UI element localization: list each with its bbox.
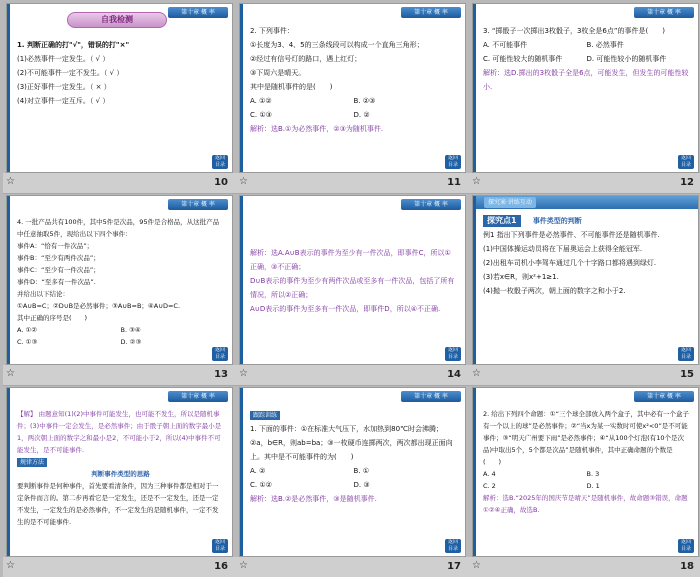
star-icon: ☆ [472,176,481,187]
option: A. ①② [250,97,272,105]
slide-thumb-12[interactable] [469,2,700,194]
star-icon: ☆ [472,560,481,571]
options [483,468,690,492]
thumb-footer [3,173,236,194]
slide-number: 17 [447,561,461,572]
option: B. ③④ [120,326,141,334]
star-icon: ☆ [6,368,15,379]
slide-number: 16 [214,561,228,572]
option: C. ①③ [17,338,38,346]
slide-canvas [472,195,699,365]
slide-canvas [6,387,233,557]
slide-canvas [472,3,699,173]
slide-content [250,24,457,136]
answer-text: D∪B表示的事件为至少有两件次品或至多有一件次品，包括了所有情况，所以②正确； [250,277,455,299]
text-line: 事件D：“至多有一件次品”. [17,278,96,286]
slide-accent-bar [7,4,10,172]
method-title: 判断事件类型的思路 [91,470,150,478]
slide-content [483,408,690,516]
answer-text: 解析：选B.②是必然事件，③是随机事件. [250,495,377,503]
back-to-toc-button[interactable]: 返回 目录 [678,539,694,553]
slide-thumb-15[interactable] [469,194,700,386]
back-to-toc-button[interactable]: 返回 目录 [212,347,228,361]
answer-text: 解析：选A.A∪B表示的事件为至少有一件次品，即事件C，所以①正确，③不正确； [250,249,451,271]
text-line: (2)不可能事件一定不发生。（ √ ） [17,69,124,77]
slide-accent-bar [240,4,243,172]
text-line: 事件B：“至少有两件次品”； [17,254,100,262]
slide-number: 10 [214,177,228,188]
solution-text: 【解】 由题意知(1)(2)中事件可能发生，也可能不发生，所以是随机事件；(3)中事件一定会发生，是必然事件；由于骰子朝上面的数字最小是1，两次朝上面的数字之和最小是2，不可能小于2，所以(4)中事件不可能发生，是不可能事件. [17,410,222,454]
chapter-header: 第十章 概 率 [168,199,228,210]
option: D. 1 [586,482,600,490]
thumb-footer [236,557,469,577]
slide-canvas [6,195,233,365]
option: C. ①② [250,481,272,489]
thumb-footer [469,365,700,386]
star-icon: ☆ [472,368,481,379]
text-line: 事件A：“恰有一件次品”； [17,242,94,250]
options [17,324,224,348]
text-line: 2. 下列事件： [250,27,294,35]
text-line: (3)若x∈R，则x²+1≥1. [483,273,559,281]
answer-text: A∪D表示的事件为至多有一件次品，即事件D，所以④不正确. [250,305,441,313]
slide-accent-bar [7,196,10,364]
option: D. ② [353,111,370,119]
star-icon: ☆ [6,560,15,571]
thumb-footer [3,557,236,577]
thumb-footer [3,365,236,386]
text-line: 事件C：“至少有一件次品”； [17,266,100,274]
text-line: (1)必然事件一定发生。（ √ ） [17,55,110,63]
text-line: ②经过有信号灯的路口，遇上红灯； [250,55,362,63]
thumb-footer [236,173,469,194]
options [250,94,457,122]
option: B. 3 [586,470,600,478]
answer-text: 解析：选D.掷出的3枚骰子全是6点，可能发生，但发生的可能性较小. [483,69,689,91]
option: B. 必然事件 [586,41,624,49]
back-to-toc-button[interactable]: 返回 目录 [445,539,461,553]
back-to-toc-button[interactable]: 返回 目录 [212,155,228,169]
slide-number: 13 [214,369,228,380]
slide-accent-bar [473,196,476,364]
star-icon: ☆ [239,176,248,187]
back-to-toc-button[interactable]: 返回 目录 [678,155,694,169]
method-text: 要判断事件是何种事件，首先要看清条件，因为三种事件都是相对于一定条件而言的。第二步再看它是一定发生，还是不一定发生，还是一定不发生，一定发生的是必然事件，不一定发生的是随机事件，一定不发生的是不可能事件. [17,482,219,526]
slide-content [250,246,457,316]
chapter-header: 第十章 概 率 [634,7,694,18]
options [250,464,457,492]
option: A. ② [250,467,266,475]
slide-canvas [239,387,466,557]
slide-number: 11 [447,177,461,188]
option: D. ②③ [120,338,142,346]
text-line: ①A∪B=C；②D∪B是必然事件；③A∪B=B；④A∪D=C. [17,302,181,310]
option: B. ②③ [353,97,376,105]
text-line: 3. “掷骰子一次掷出3枚骰子，3枚全是6点”的事件是( ) [483,27,665,35]
thumb-footer [469,173,700,194]
chapter-header: 第十章 概 率 [634,391,694,402]
slide-number: 14 [447,369,461,380]
option: A. 不可能事件 [483,41,528,49]
text-line: ①长度为3、4、5的三条线段可以构成一个直角三角形； [250,41,424,49]
slide-content [483,214,690,298]
slide-canvas [239,3,466,173]
slide-number: 12 [680,177,694,188]
slide-thumb-11[interactable] [236,2,469,194]
text-line: 其中是随机事件的是( ) [250,83,333,91]
thumb-footer [236,365,469,386]
text-line: 并给出以下结论： [17,290,69,298]
star-icon: ☆ [6,176,15,187]
text-line: (4)对立事件一定互斥。（ √ ） [17,97,110,105]
slide-thumb-14[interactable] [236,194,469,386]
text-line: (1)中国体操运动员将在下届奥运会上获得全能冠军. [483,245,643,253]
chapter-header: 第十章 概 率 [401,391,461,402]
slide-number: 18 [680,561,694,572]
slide-accent-bar [240,196,243,364]
slide-canvas [6,3,233,173]
slide-canvas [472,387,699,557]
text-line: 2. 给出下列四个命题：①“三个球全部放入两个盒子，其中必有一个盒子有一个以上的球”是必然事件；②“当x为某一实数时可使x²<0”是不可能事件；③“明天广州要下雨”是必然事件；④“从100个灯泡(有10个是次品)中取出5个，5个都是次品”是随机事件，其中正确命题的个数是( ) [483,410,689,466]
option: C. ①③ [250,111,272,119]
slide-accent-bar [240,388,243,556]
answer-text: 解析：选B.①为必然事件，②③为随机事件. [250,125,384,133]
option: A. ①② [17,326,38,334]
slide-accent-bar [473,4,476,172]
back-to-toc-button[interactable]: 返回 目录 [212,539,228,553]
probe-label: 探究点1 [483,215,521,227]
slide-content [250,408,457,506]
section-tag: 探究案·讲练互动 [484,197,536,208]
text-line: ③下周六是晴天。 [250,69,306,77]
slide-thumb-16[interactable] [3,386,236,577]
option: B. ① [353,467,370,475]
slide-thumb-17[interactable] [236,386,469,577]
text-line: 其中正确的序号是( ) [17,314,88,322]
text-line: 4. 一批产品共有100件，其中5件是次品，95件是合格品，从这批产品中任意抽取5件，现给出以下四个事件： [17,218,220,238]
star-icon: ☆ [239,368,248,379]
answer-text: 解析：选B.“2025年的国庆节是晴天”是随机事件，故命题③错误，命题①②④正确，故选B. [483,494,688,514]
chapter-header: 第十章 概 率 [168,391,228,402]
back-to-toc-button[interactable]: 返回 目录 [445,155,461,169]
slide-number: 15 [680,369,694,380]
option: D. ③ [353,481,370,489]
slide-thumb-18[interactable] [469,386,700,577]
text-line: 1. 下面的事件：①在标准大气压下，水加热到80℃时会沸腾；②a，b∈R，则ab=ba；③一枚硬币连掷两次，两次都出现正面向上。其中是不可能事件的为( ) [250,425,453,461]
slide-thumb-13[interactable] [3,194,236,386]
chapter-header: 第十章 概 率 [401,7,461,18]
back-to-toc-button[interactable]: 返回 目录 [445,347,461,361]
slide-content [17,216,224,348]
method-tag: 规律方法 [17,458,47,467]
slide-accent-bar [7,388,10,556]
section-header-bar [476,196,698,209]
option: C. 2 [483,482,496,490]
text-line: (3)正好事件一定发生。（ × ） [17,83,111,91]
option: C. 可能性较大的随机事件 [483,55,563,63]
section-banner: 自我检测 [67,12,167,28]
thumb-footer [469,557,700,577]
section-tag: 跟踪训练 [250,411,280,420]
slide-canvas [239,195,466,365]
slide-content [17,38,224,108]
slide-content [483,24,690,94]
text-line: (2)出租车司机小李驾车通过几个十字路口都将遇到绿灯. [483,259,657,267]
options [483,38,690,66]
option: D. 可能性较小的随机事件 [586,55,667,63]
option: A. 4 [483,470,496,478]
slide-content [17,408,224,528]
chapter-header: 第十章 概 率 [401,199,461,210]
star-icon: ☆ [239,560,248,571]
text-line: 1. 判断正确的打"√"，错误的打"×" [17,41,130,49]
chapter-header: 第十章 概 率 [168,7,228,18]
text-line: (4)抛一枚骰子两次，朝上面的数字之和小于2. [483,287,626,295]
slide-accent-bar [473,388,476,556]
back-to-toc-button[interactable]: 返回 目录 [678,347,694,361]
slide-thumb-10[interactable] [3,2,236,194]
text-line: 例1 指出下列事件是必然事件、不可能事件还是随机事件. [483,231,660,239]
probe-title: 事件类型的判断 [532,217,582,225]
